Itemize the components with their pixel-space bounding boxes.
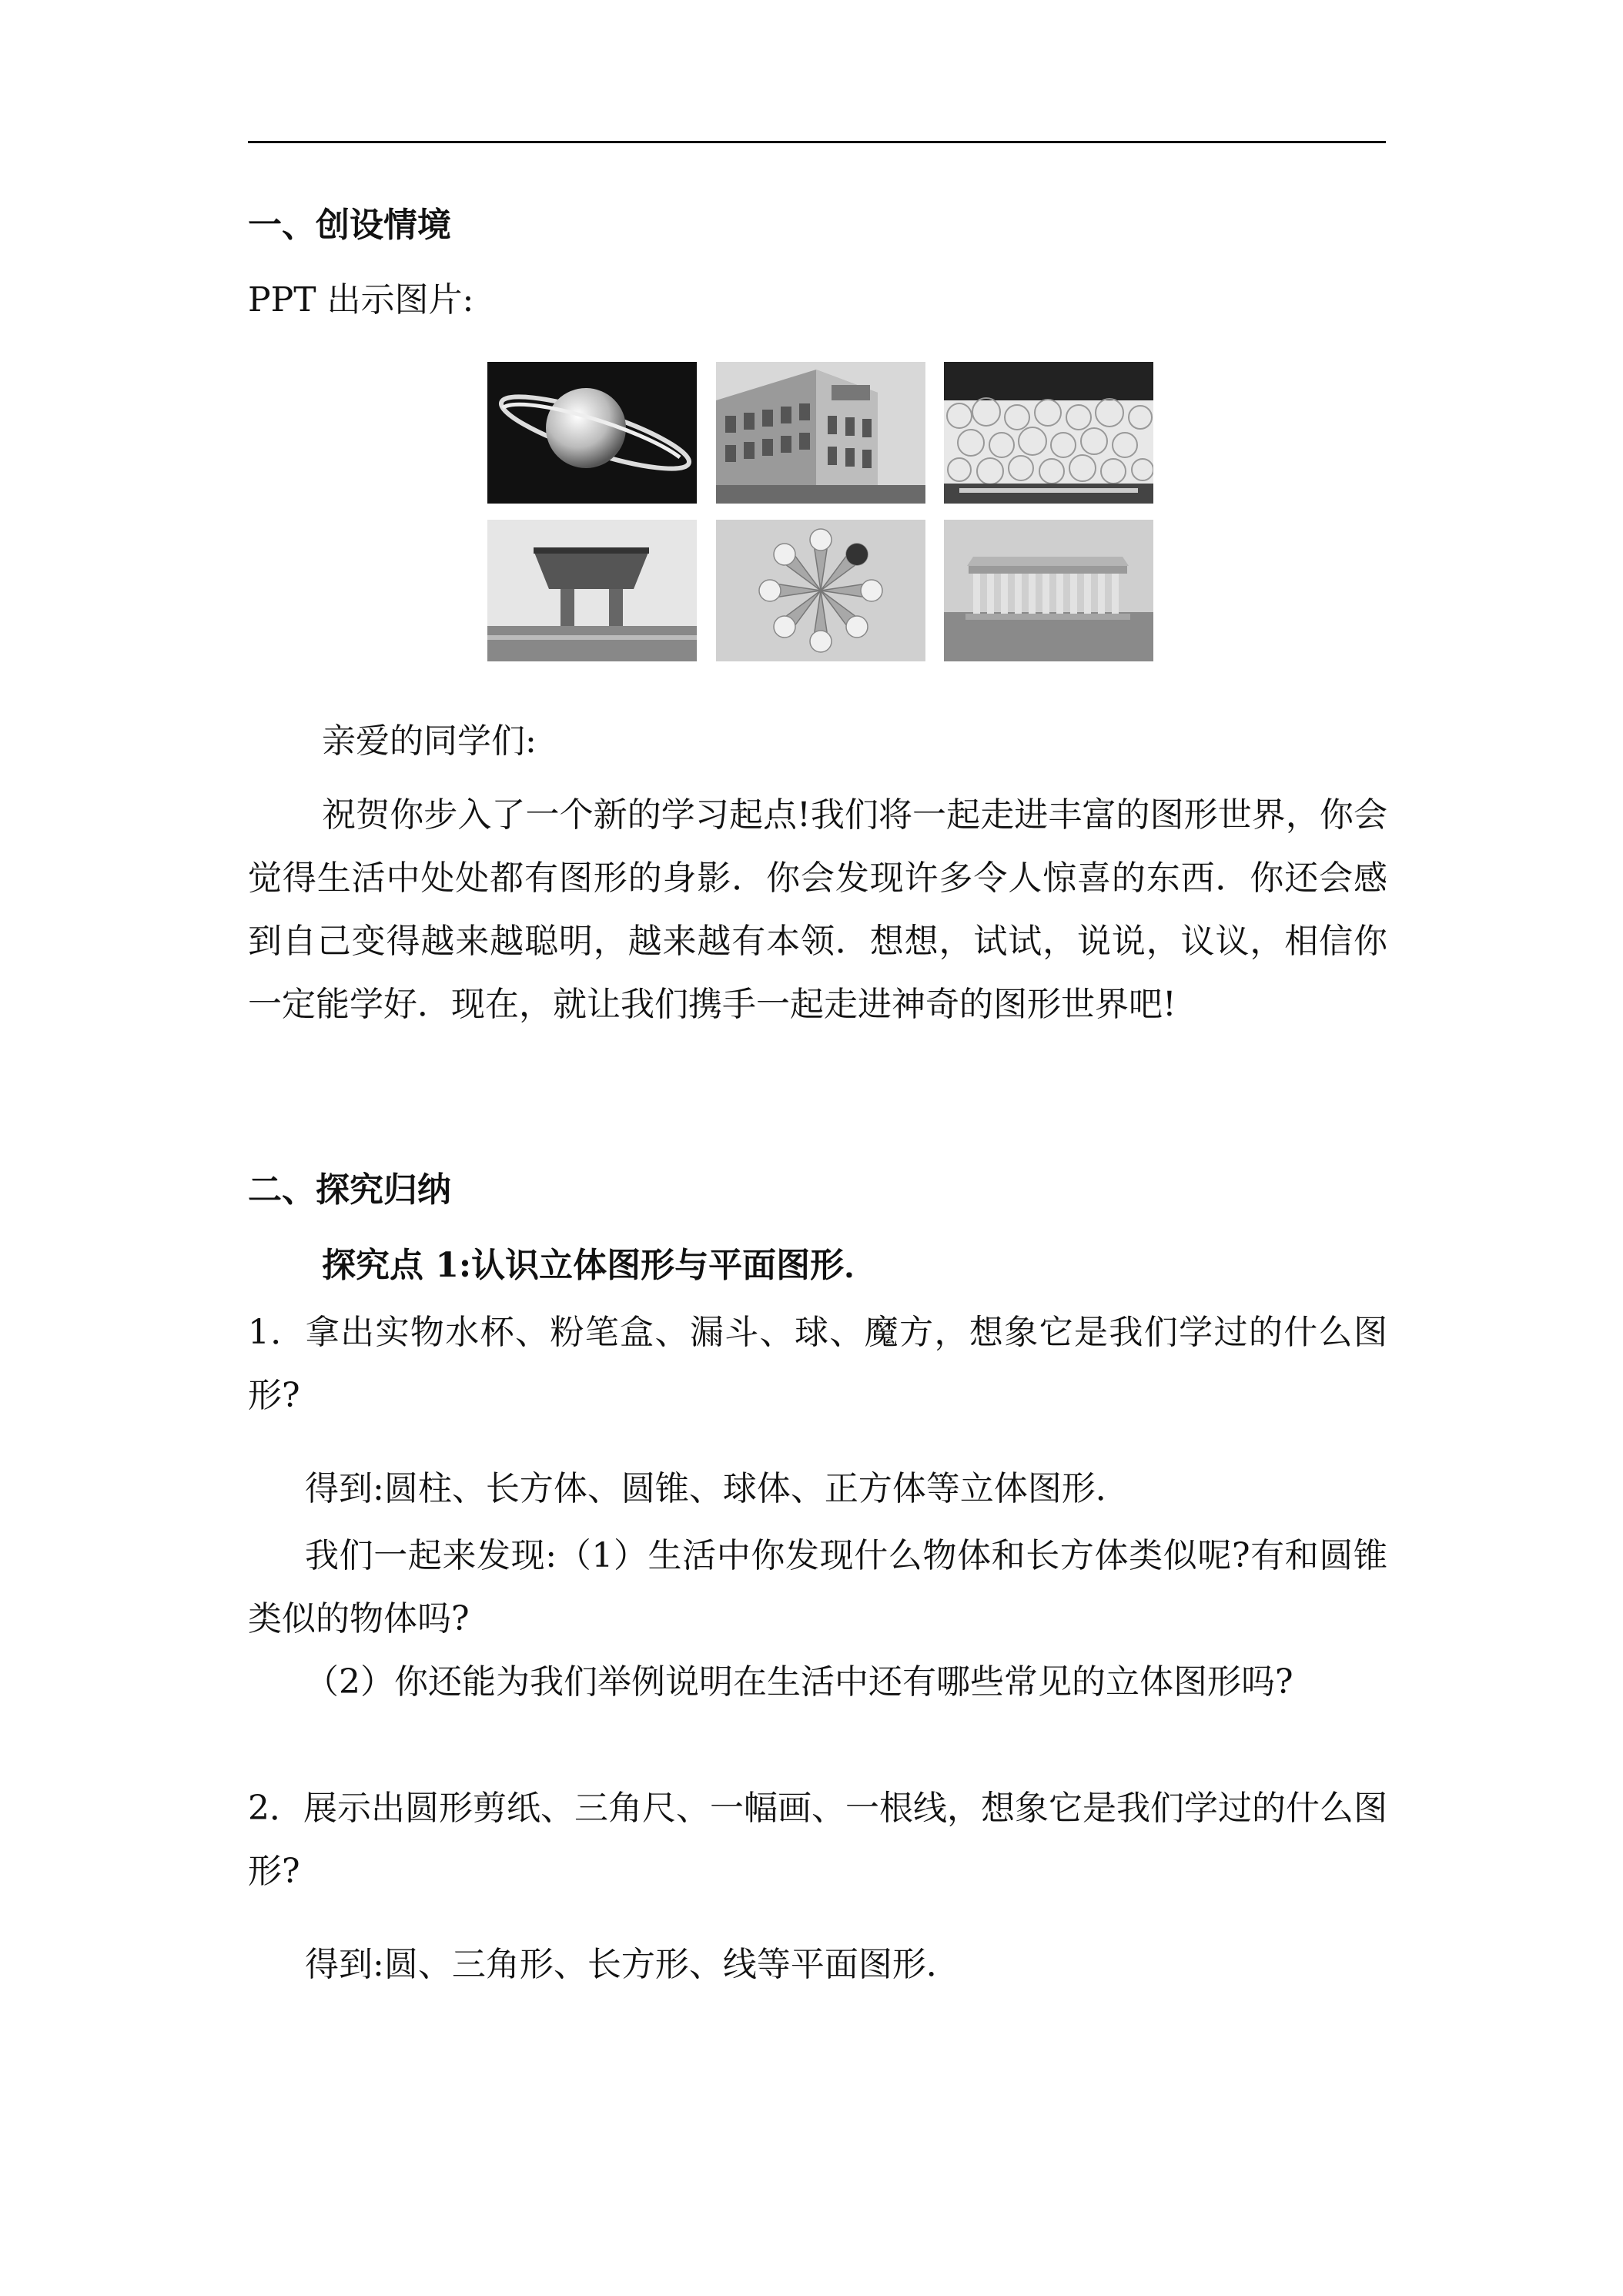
ice-cream-cones-image — [716, 520, 925, 661]
intro-paragraph — [248, 784, 1387, 1036]
question-1: 1．拿出实物水杯、粉笔盒、漏斗、球、魔方，想象它是我们学过的什么图形? — [248, 1313, 1387, 1415]
discover-paragraph-2: （2）你还能为我们举例说明在生活中还有哪些常见的立体图形吗? — [305, 1662, 1293, 1702]
intro-paragraph-text: 祝贺你步入了一个新的学习起点!我们将一起走进丰富的图形世界，你会觉得生活中处处都有图形的身影．你会发现许多令人惊喜的东西．你还会感到自己变得越来越聪明，越来越有本领．想想，试试，说说，议议，相信你一定能学好．现在，就让我们携手一起走进神奇的图形世界吧! — [248, 795, 1387, 1024]
question-1-answer: 得到:圆柱、长方体、圆锥、球体、正方体等立体图形． — [305, 1469, 1129, 1508]
question-2: 2．展示出圆形剪纸、三角尺、一幅画、一根线，想象它是我们学过的什么图形? — [248, 1789, 1387, 1891]
ppt-line: PPT 出示图片: — [248, 280, 474, 320]
point1-title: 探究点 1:认识立体图形与平面图形． — [322, 1246, 878, 1285]
greeting: 亲爱的同学们: — [322, 721, 537, 761]
discover-paragraph: 我们一起来发现:（1）生活中你发现什么物体和长方体类似呢?有和圆锥类似的物体吗? — [248, 1536, 1387, 1638]
question-2-answer: 得到:圆、三角形、长方形、线等平面图形． — [305, 1945, 960, 1984]
section2-heading: 二、探究归纳 — [248, 1170, 451, 1210]
section1-heading: 一、创设情境 — [248, 206, 451, 245]
saturn-image — [487, 362, 697, 504]
header-rule — [248, 141, 1386, 143]
building-image — [716, 362, 925, 504]
china-pavilion-image — [487, 520, 697, 661]
parthenon-image — [944, 520, 1153, 661]
water-cube-image — [944, 362, 1153, 504]
